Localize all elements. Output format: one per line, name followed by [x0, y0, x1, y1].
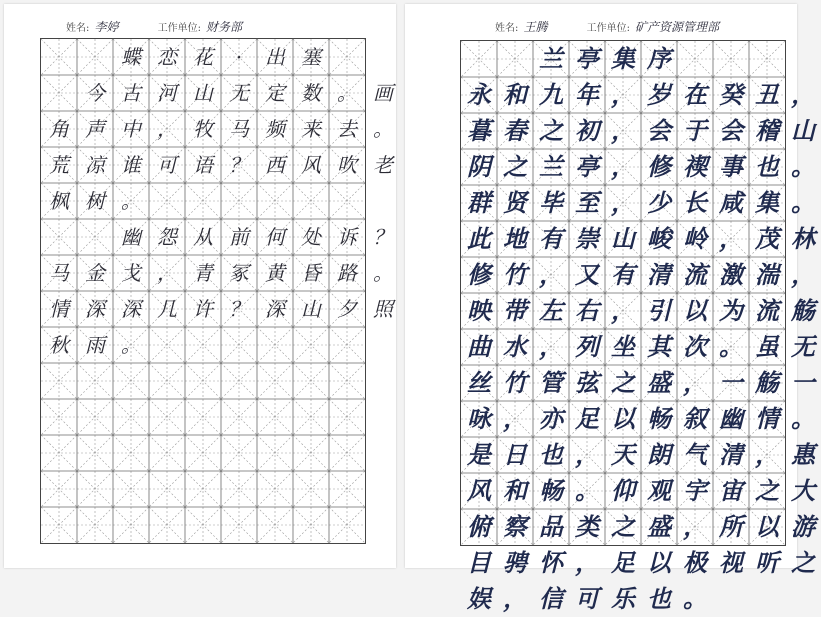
right-char-cell: 日 [503, 440, 527, 469]
right-char-cell: 流 [755, 296, 779, 325]
right-char-cell: 山 [791, 116, 815, 145]
right-char-cell: 集 [611, 44, 635, 73]
right-char-cell: 峻 [647, 224, 671, 253]
left-char-cell: 塞 [301, 45, 321, 69]
right-char-cell: 情 [755, 404, 779, 433]
right-char-cell: 序 [647, 44, 671, 73]
right-char-cell: ， [575, 548, 599, 577]
right-unit-label: 工作单位: [586, 23, 630, 34]
left-char-cell: ？ [229, 297, 249, 321]
left-header [66, 16, 242, 38]
right-char-cell: ， [683, 512, 707, 541]
right-char-cell: 之 [755, 476, 779, 505]
right-char-cell: 癸 [719, 80, 743, 109]
right-char-cell: ， [611, 152, 635, 181]
right-char-cell: 岁 [647, 80, 671, 109]
right-char-cell: 畅 [647, 404, 671, 433]
right-char-cell: 足 [611, 548, 635, 577]
left-name-label: 姓名: [66, 23, 90, 34]
left-char-cell [41, 75, 77, 111]
right-char-cell: 会 [647, 116, 671, 145]
right-char-cell: 也 [755, 152, 779, 181]
right-char-cell: 足 [575, 404, 599, 433]
right-char-cell: 右 [575, 296, 599, 325]
right-char-cell: 叙 [683, 404, 707, 433]
right-char-cell: ， [539, 332, 563, 361]
left-char-cell: 雨 [85, 333, 105, 357]
left-char-cell: 画 [373, 81, 393, 105]
right-char-cell: 永 [467, 80, 491, 109]
left-char-cell: 昏 [301, 261, 321, 285]
right-char-cell: 。 [791, 152, 815, 181]
right-char-cell: 以 [611, 404, 635, 433]
left-char-cell: 几 [157, 297, 177, 321]
right-name-label: 姓名: [495, 23, 519, 34]
right-char-cell [461, 41, 497, 77]
right-char-cell: 毕 [539, 188, 563, 217]
right-char-cell: 修 [467, 260, 491, 289]
right-char-cell: 。 [791, 404, 815, 433]
right-char-cell: 视 [719, 548, 743, 577]
left-char-cell: 定 [265, 81, 285, 105]
right-char-cell: 管 [539, 368, 563, 397]
right-char-cell: 丝 [467, 368, 491, 397]
right-char-cell: ， [539, 260, 563, 289]
right-name-value: 王腾 [523, 20, 548, 34]
left-char-cell [77, 39, 113, 75]
left-char-cell: 可 [157, 153, 177, 177]
right-char-cell: 左 [539, 296, 563, 325]
right-char-cell: 宙 [719, 476, 743, 505]
left-char-cell: 角 [49, 117, 69, 141]
left-char-cell: 情 [49, 297, 69, 321]
left-char-cell: 冢 [229, 261, 249, 285]
left-char-cell: 。 [121, 333, 141, 357]
right-char-cell: 骋 [503, 548, 527, 577]
left-char-cell: 诉 [337, 225, 357, 249]
right-char-cell [497, 41, 533, 77]
right-char-cell: 惠 [791, 440, 815, 469]
right-char-cell: 无 [791, 332, 815, 361]
left-char-cell: 马 [49, 261, 69, 285]
right-char-cell: 在 [683, 80, 707, 109]
right-char-cell: 长 [683, 188, 707, 217]
right-char-cell: 有 [539, 224, 563, 253]
left-char-cell: 花 [193, 45, 213, 69]
right-char-cell: 娱 [467, 584, 491, 613]
right-char-cell: 幽 [719, 404, 743, 433]
left-char-cell: 前 [229, 225, 249, 249]
right-char-cell: 以 [683, 296, 707, 325]
left-char-cell: 凉 [85, 153, 105, 177]
left-char-cell: 何 [265, 225, 285, 249]
right-char-cell: 列 [575, 332, 599, 361]
left-char-cell [41, 39, 77, 75]
left-char-cell: 许 [193, 297, 213, 321]
right-char-cell: 也 [539, 440, 563, 469]
left-name-value: 李婷 [94, 20, 119, 34]
left-rice-grid [40, 38, 393, 544]
left-char-cell: · [235, 45, 243, 69]
left-char-cell: 牧 [193, 117, 213, 141]
left-unit-label: 工作单位: [157, 23, 201, 34]
left-char-cell: 深 [121, 297, 141, 321]
right-char-cell: 盛 [647, 368, 671, 397]
right-char-cell: 林 [791, 224, 815, 253]
right-char-cell: 少 [647, 188, 671, 217]
right-char-cell: 之 [539, 116, 563, 145]
right-char-cell: 稽 [755, 116, 779, 145]
left-char-cell: 恋 [157, 45, 177, 69]
right-char-cell: 曲 [467, 332, 491, 361]
left-char-cell: 。 [373, 261, 393, 285]
left-unit-value: 财务部 [206, 20, 243, 34]
right-char-cell: 阴 [467, 152, 491, 181]
right-char-cell: 为 [719, 296, 743, 325]
right-char-cell: 之 [611, 512, 635, 541]
right-char-cell: 竹 [503, 368, 527, 397]
right-char-cell: ， [755, 440, 779, 469]
right-char-cell: 目 [467, 548, 491, 577]
right-char-cell: 有 [611, 260, 635, 289]
right-char-cell: 类 [575, 512, 599, 541]
right-char-cell: 兰 [539, 152, 563, 181]
right-char-cell: 觞 [755, 368, 779, 397]
right-char-cell: 年 [575, 80, 599, 109]
left-char-cell: 深 [265, 297, 285, 321]
left-char-cell: 照 [373, 297, 393, 321]
left-char-cell: 路 [337, 261, 357, 285]
left-char-cell: 声 [85, 117, 105, 141]
right-char-cell: 亭 [575, 44, 599, 73]
left-char-cell: 河 [157, 81, 177, 105]
left-char-cell: 数 [301, 81, 321, 105]
right-char-cell: 激 [719, 260, 743, 289]
right-char-cell: 引 [647, 296, 671, 325]
right-char-cell: 虽 [755, 332, 779, 361]
right-char-cell: 咸 [719, 188, 743, 217]
left-char-cell: 秋 [49, 333, 69, 357]
right-char-cell: ， [611, 116, 635, 145]
left-char-cell: 出 [265, 45, 285, 69]
right-char-cell: 水 [503, 332, 527, 361]
right-char-cell: 竹 [503, 260, 527, 289]
right-char-cell: 丑 [755, 80, 779, 109]
right-char-cell: 咏 [467, 404, 491, 433]
right-char-cell: 清 [719, 440, 743, 469]
right-char-cell: 盛 [647, 512, 671, 541]
left-char-cell: 处 [301, 225, 321, 249]
left-char-cell: 风 [301, 153, 321, 177]
right-char-cell: 风 [467, 476, 491, 505]
left-char-cell: 西 [265, 153, 285, 177]
right-char-cell: 。 [791, 188, 815, 217]
left-char-cell [77, 219, 113, 255]
right-char-cell: 极 [683, 548, 707, 577]
left-char-cell: ？ [229, 153, 249, 177]
left-char-cell: 来 [301, 117, 321, 141]
right-char-cell: ， [503, 584, 527, 613]
right-char-cell: 以 [755, 512, 779, 541]
right-char-cell: 集 [755, 188, 779, 217]
right-char-cell: 事 [719, 152, 743, 181]
right-header [495, 16, 719, 38]
right-rice-grid [460, 40, 815, 613]
left-practice-sheet [4, 4, 396, 568]
right-char-cell: 修 [647, 152, 671, 181]
right-char-cell: 坐 [611, 332, 635, 361]
right-char-cell: 春 [503, 116, 527, 145]
right-char-cell: 俯 [467, 512, 491, 541]
left-char-cell: 蝶 [121, 45, 141, 69]
left-char-cell: 中 [121, 117, 141, 141]
right-char-cell: ， [683, 368, 707, 397]
right-char-cell: 其 [647, 332, 671, 361]
right-char-cell: 和 [503, 476, 527, 505]
right-char-cell: 乐 [611, 584, 635, 613]
right-char-cell: 游 [791, 512, 815, 541]
right-char-cell: 山 [611, 224, 635, 253]
left-char-cell: 谁 [121, 153, 141, 177]
left-char-cell: 从 [193, 225, 213, 249]
right-char-cell: 所 [719, 512, 743, 541]
right-char-cell: 清 [647, 260, 671, 289]
right-char-cell: 一 [719, 368, 743, 397]
right-char-cell: 以 [647, 548, 671, 577]
left-char-cell: ？ [373, 225, 393, 249]
right-char-cell: 岭 [683, 224, 707, 253]
right-char-cell: 畅 [539, 476, 563, 505]
left-char-cell: 。 [121, 189, 141, 213]
left-char-cell: 无 [229, 81, 249, 105]
left-char-cell: 。 [373, 117, 393, 141]
right-char-cell: 怀 [539, 548, 563, 577]
right-char-cell: 此 [467, 224, 491, 253]
right-char-cell: 气 [683, 440, 707, 469]
right-char-cell: 兰 [539, 44, 563, 73]
right-char-cell: 大 [791, 476, 815, 505]
right-char-cell: 天 [611, 440, 635, 469]
left-char-cell: 夕 [337, 297, 357, 321]
right-char-cell: 宇 [683, 476, 707, 505]
right-char-cell: 至 [575, 188, 599, 217]
right-char-cell: ， [575, 440, 599, 469]
left-char-cell: 金 [85, 261, 105, 285]
left-char-cell: 吹 [337, 153, 357, 177]
right-char-cell: 之 [611, 368, 635, 397]
right-char-cell: 之 [791, 548, 815, 577]
left-char-cell: 深 [85, 297, 105, 321]
right-char-cell: ， [611, 80, 635, 109]
left-char-cell: ， [157, 117, 177, 141]
right-char-cell: 。 [575, 476, 599, 505]
right-char-cell: 流 [683, 260, 707, 289]
left-char-cell: 山 [193, 81, 213, 105]
left-char-cell: 。 [337, 81, 357, 105]
right-char-cell: 暮 [467, 116, 491, 145]
left-char-cell: 青 [193, 261, 213, 285]
right-char-cell: 察 [503, 512, 527, 541]
right-char-cell: 朗 [647, 440, 671, 469]
right-char-cell: ， [611, 296, 635, 325]
right-char-cell: ， [791, 80, 815, 109]
left-char-cell: 荒 [49, 153, 69, 177]
right-char-cell: 于 [683, 116, 707, 145]
right-char-cell: 禊 [683, 152, 707, 181]
right-char-cell: ， [611, 188, 635, 217]
left-char-cell: 马 [229, 117, 249, 141]
right-char-cell: 群 [467, 188, 491, 217]
left-char-cell: 树 [85, 189, 105, 213]
left-char-cell: ， [157, 261, 177, 285]
right-char-cell: ， [791, 260, 815, 289]
right-char-cell: 和 [503, 80, 527, 109]
right-char-cell: 。 [719, 332, 743, 361]
right-char-cell: 又 [575, 260, 599, 289]
right-char-cell: 觞 [791, 296, 815, 325]
left-char-cell [41, 219, 77, 255]
right-char-cell: 听 [755, 548, 779, 577]
right-char-cell: 亦 [539, 404, 563, 433]
right-char-cell: 九 [539, 80, 563, 109]
right-char-cell: 次 [683, 332, 707, 361]
left-char-cell: 频 [265, 117, 285, 141]
left-char-cell: 黄 [265, 261, 285, 285]
right-char-cell: 品 [539, 512, 563, 541]
right-char-cell: 崇 [575, 224, 599, 253]
left-char-cell: 老 [373, 153, 393, 177]
right-char-cell: 初 [575, 116, 599, 145]
left-char-cell: 幽 [121, 225, 141, 249]
right-char-cell: 仰 [611, 476, 635, 505]
right-char-cell: 弦 [575, 368, 599, 397]
right-char-cell: 带 [503, 296, 527, 325]
left-char-cell: 今 [85, 81, 105, 105]
left-char-cell: 语 [193, 153, 213, 177]
right-char-cell: 一 [791, 368, 815, 397]
right-char-cell: ， [503, 404, 527, 433]
right-char-cell: 之 [503, 152, 527, 181]
right-unit-value: 矿产资源管理部 [635, 20, 720, 34]
left-char-cell: 古 [121, 81, 141, 105]
right-char-cell: 。 [683, 584, 707, 613]
right-char-cell: 茂 [755, 224, 779, 253]
right-char-cell: 亭 [575, 152, 599, 181]
right-char-cell: 湍 [755, 260, 779, 289]
left-char-cell: 山 [301, 297, 321, 321]
right-char-cell: 观 [647, 476, 671, 505]
left-char-cell: 怨 [157, 225, 177, 249]
right-char-cell: 地 [503, 224, 527, 253]
right-char-cell: 也 [647, 584, 671, 613]
right-practice-sheet [405, 4, 815, 613]
right-char-cell: 映 [467, 296, 491, 325]
left-char-cell: 戈 [121, 261, 141, 285]
right-char-cell: 是 [467, 440, 491, 469]
right-char-cell: 贤 [503, 188, 527, 217]
right-char-cell: ， [719, 224, 743, 253]
right-char-cell: 可 [575, 584, 599, 613]
left-char-cell: 枫 [49, 189, 69, 213]
right-char-cell: 信 [539, 584, 563, 613]
left-char-cell: 去 [337, 117, 357, 141]
right-char-cell: 会 [719, 116, 743, 145]
